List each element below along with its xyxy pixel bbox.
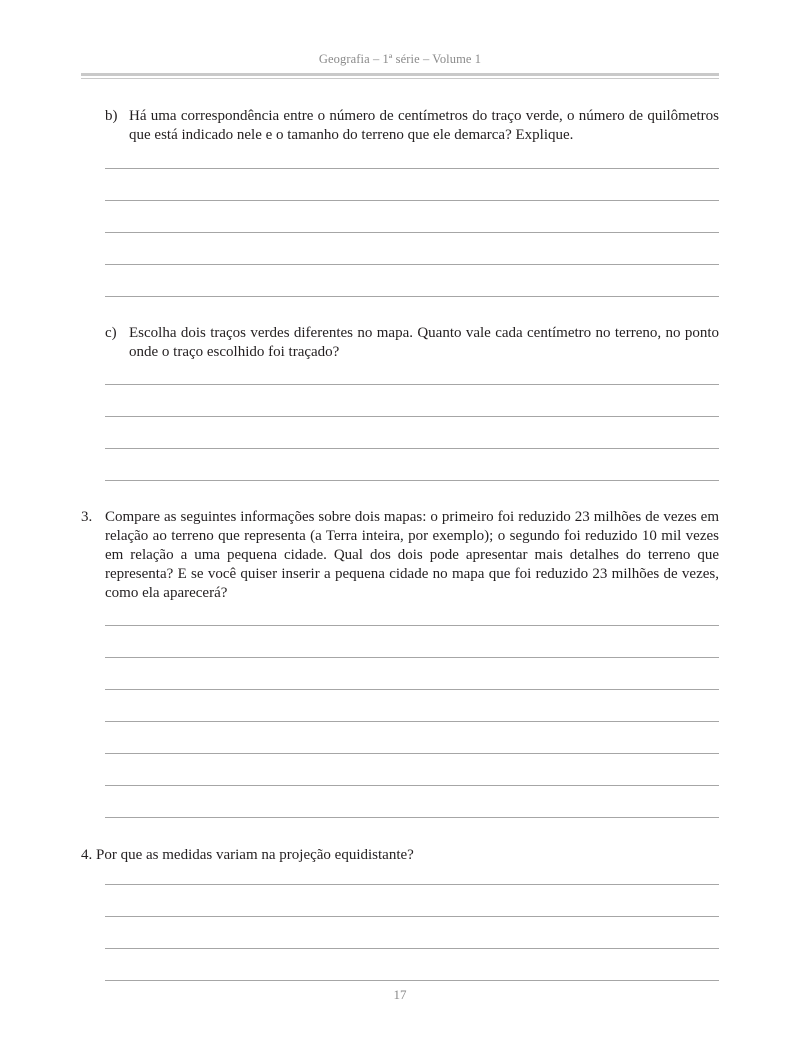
answer-line — [105, 232, 719, 233]
answer-line — [105, 384, 719, 385]
question-b — [105, 107, 719, 145]
answer-line — [105, 948, 719, 949]
answer-line — [105, 721, 719, 722]
answer-line — [105, 264, 719, 265]
answer-line — [105, 200, 719, 201]
answer-line — [105, 168, 719, 169]
question-4-text: 4. Por que as medidas variam na projeção equidistante? — [81, 847, 414, 863]
answer-line — [105, 448, 719, 449]
header-rule-thick — [81, 73, 719, 76]
answer-line — [105, 625, 719, 626]
question-b-text: Há uma correspondência entre o número de centímetros do traço verde, o número de quilômetros que está indicado nele e o tamanho do terreno que ele demarca? Explique. — [129, 108, 719, 143]
question-3 — [81, 508, 719, 603]
answer-line — [105, 785, 719, 786]
question-b-marker: b) — [105, 108, 118, 124]
answer-line — [105, 980, 719, 981]
answer-line — [105, 480, 719, 481]
question-c-text: Escolha dois traços verdes diferentes no mapa. Quanto vale cada centímetro no terreno, no ponto onde o traço escolhido foi traçado? — [129, 325, 719, 360]
header-rule-thin — [81, 78, 719, 79]
question-c — [105, 324, 719, 362]
answer-line — [105, 753, 719, 754]
header-title: Geografia – 1ª série – Volume 1 — [318, 52, 482, 66]
question-4 — [81, 846, 719, 865]
question-3-marker: 3. — [81, 509, 93, 525]
answer-line — [105, 296, 719, 297]
answer-line — [105, 657, 719, 658]
answer-line — [105, 416, 719, 417]
answer-line — [105, 916, 719, 917]
answer-line — [105, 817, 719, 818]
answer-line — [105, 884, 719, 885]
page-number: 17 — [393, 987, 407, 1002]
answer-line — [105, 689, 719, 690]
question-3-text: Compare as seguintes informações sobre dois mapas: o primeiro foi reduzido 23 milhões de vezes em relação ao terreno que representa (a Terra inteira, por exemplo); o segundo foi reduzido 10 mil vezes em relação a uma pequena cidade. Qual dos dois pode apresentar mais detalhes do terreno que representa? E se você quiser inserir a pequena cidade no mapa que foi reduzido 23 milhões de vezes, como ela aparecerá? — [105, 509, 719, 601]
question-c-marker: c) — [105, 325, 117, 341]
